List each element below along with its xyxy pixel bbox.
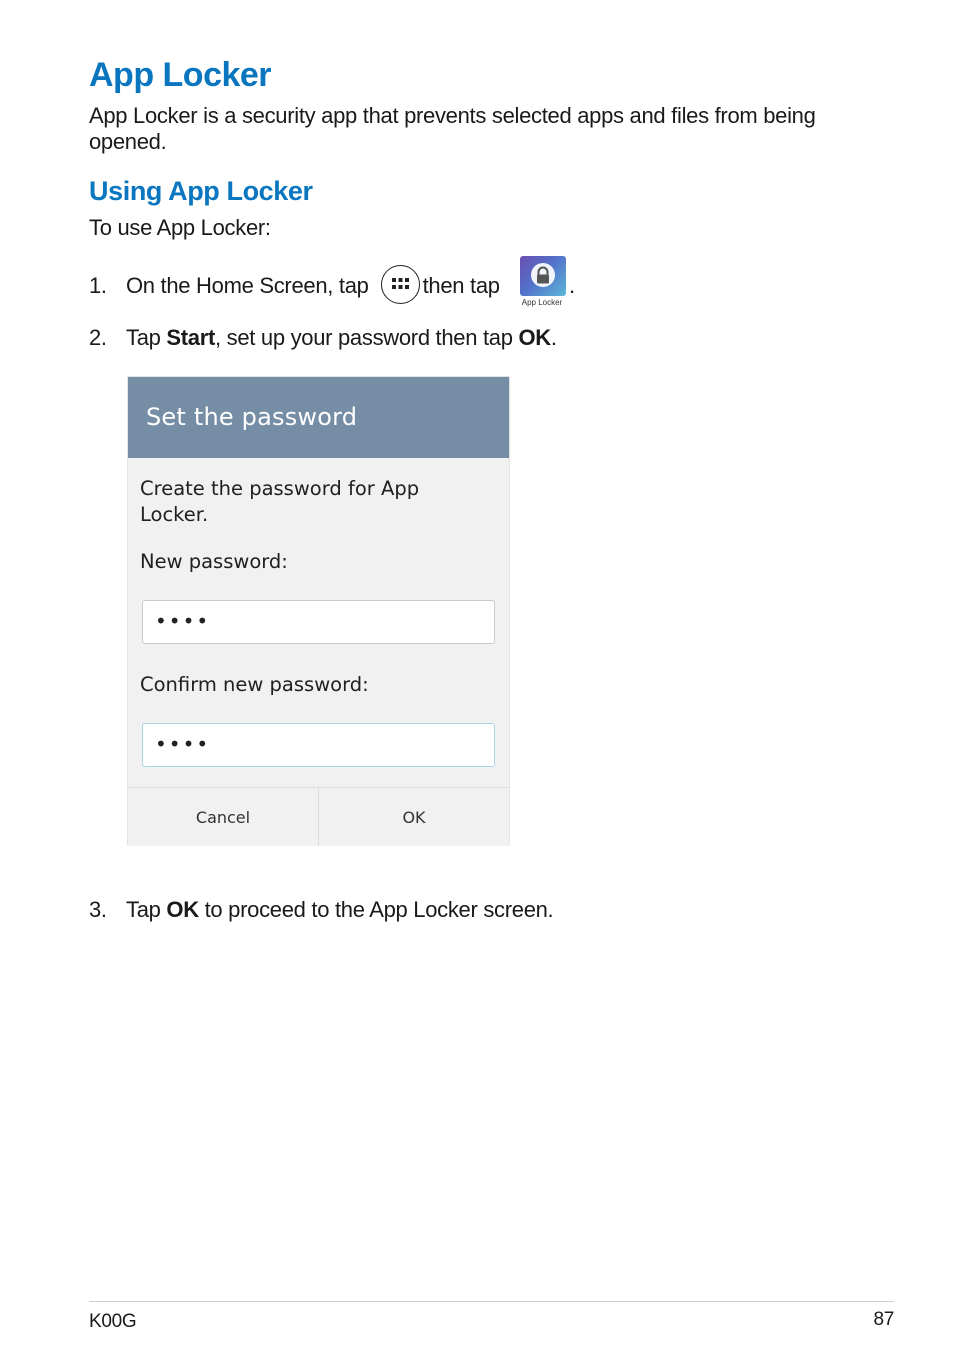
ok-button[interactable]: OK	[318, 788, 509, 846]
new-password-label: New password:	[140, 550, 288, 573]
app-locker-icon	[520, 256, 566, 296]
page-number: 87	[873, 1309, 894, 1330]
step-text: then tap	[422, 273, 500, 298]
step-bold: Start	[166, 325, 216, 350]
dialog-title: Set the password	[146, 403, 358, 431]
step-bold: OK	[518, 325, 551, 350]
step-text: .	[569, 273, 576, 298]
dialog-header	[128, 377, 509, 458]
new-password-field[interactable]: ••••	[142, 600, 495, 644]
dialog-message: Create the password for App Locker.	[140, 477, 420, 526]
app-locker-caption: App Locker	[521, 298, 563, 307]
step-number: 2.	[89, 325, 107, 350]
section-heading: Using App Locker	[89, 176, 313, 206]
page-title: App Locker	[89, 56, 272, 94]
step-3	[89, 897, 553, 923]
step-2	[89, 325, 557, 351]
step-text: , set up your password then tap	[215, 325, 519, 350]
step-number: 1.	[89, 273, 107, 298]
dialog-button-bar	[128, 787, 509, 846]
step-text: Tap	[126, 325, 167, 350]
step-bold: OK	[166, 897, 199, 922]
step-number: 3.	[89, 897, 107, 922]
step-text: .	[550, 325, 557, 350]
step-text: Tap	[126, 897, 167, 922]
intro-paragraph: App Locker is a security app that prevents selected apps and files from being opened.	[89, 103, 816, 154]
footer-divider	[89, 1301, 894, 1302]
step-text: to proceed to the App Locker screen.	[198, 897, 554, 922]
lead-text: To use App Locker:	[89, 215, 271, 240]
confirm-password-field[interactable]: ••••	[142, 723, 495, 767]
confirm-password-label: Confirm new password:	[140, 673, 369, 696]
footer-model: K00G	[89, 1311, 137, 1332]
all-apps-icon	[381, 265, 420, 304]
cancel-button[interactable]: Cancel	[128, 788, 318, 846]
step-1	[89, 273, 500, 299]
set-password-dialog	[127, 376, 510, 845]
step-text: On the Home Screen, tap	[126, 273, 369, 298]
